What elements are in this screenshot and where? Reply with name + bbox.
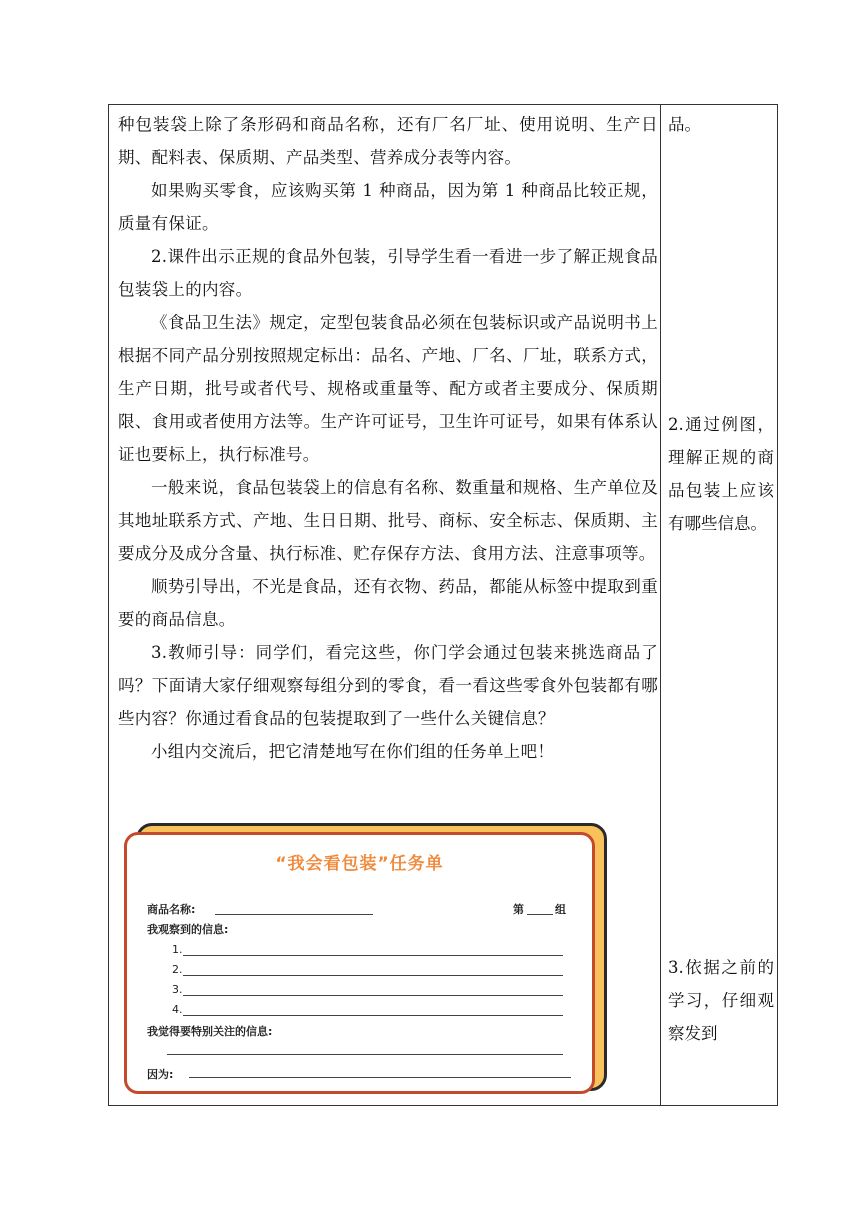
paragraph-4: 《食品卫生法》规定，定型包装食品必须在包装标识或产品说明书上根据不同产品分别按照规定标出：品名、产地、厂名、厂址，联系方式，生产日期，批号或者代号、规格或重量等、配方或者主要成分、保质期限、食用或者使用方法等。生产许可证号，卫生许可证号，如果有体系认证也要标上，执行标准号。 — [118, 313, 658, 464]
side-note-1: 品。 — [668, 115, 701, 134]
paragraph-2: 如果购买零食，应该购买第 1 种商品，因为第 1 种商品比较正规，质量有保证。 — [118, 181, 658, 233]
observed-item-2-line — [183, 975, 563, 976]
task-card — [124, 832, 595, 1094]
attention-info-label: 我觉得要特别关注的信息: — [147, 1025, 273, 1038]
observed-item-4-number: 4. — [172, 1003, 183, 1016]
group-suffix: 组 — [555, 903, 566, 916]
paragraph-5: 一般来说，食品包装袋上的信息有名称、数重量和规格、生产单位及其地址联系方式、产地、生日日期、批号、商标、安全标志、保质期、主要成分及成分含量、执行标准、贮存保存方法、食用方法、注意事项等。 — [118, 478, 658, 563]
product-name-label: 商品名称: — [147, 903, 196, 916]
teaching-process-column — [118, 108, 658, 768]
column-divider — [660, 104, 661, 1106]
group-prefix: 第 — [513, 903, 524, 916]
observed-item-2-number: 2. — [172, 963, 183, 976]
observed-item-1-line — [183, 955, 563, 956]
observed-item-4-line — [183, 1015, 563, 1016]
attention-info-line — [167, 1054, 563, 1055]
paragraph-6: 顺势引导出，不光是食品，还有衣物、药品，都能从标签中提取到重要的商品信息。 — [118, 577, 658, 629]
paragraph-7: 3.教师引导：同学们，看完这些，你门学会通过包装来挑选商品了吗？下面请大家仔细观察每组分到的零食，看一看这些零食外包装都有哪些内容？你通过看食品的包装提取到了一些什么关键信息？ — [118, 643, 658, 728]
paragraph-3: 2.课件出示正规的食品外包装，引导学生看一看进一步了解正规食品包装袋上的内容。 — [118, 247, 658, 299]
side-note-2: 2.通过例图，理解正规的商品包装上应该有哪些信息。 — [668, 415, 774, 533]
reason-line — [189, 1077, 571, 1078]
reason-label: 因为: — [147, 1068, 174, 1081]
observed-item-3-line — [183, 995, 563, 996]
observed-item-3-number: 3. — [172, 983, 183, 996]
observed-item-1-number: 1. — [172, 943, 183, 956]
side-note-3: 3.依据之前的学习，仔细观察发到 — [668, 958, 774, 1043]
observed-info-label: 我观察到的信息: — [147, 923, 229, 936]
product-name-line — [215, 914, 373, 915]
paragraph-8: 小组内交流后，把它清楚地写在你们组的任务单上吧！ — [151, 742, 555, 761]
group-number-line — [527, 914, 553, 915]
paragraph-1: 种包装袋上除了条形码和商品名称，还有厂名厂址、使用说明、生产日期、配料表、保质期、产品类型、营养成分表等内容。 — [118, 115, 658, 167]
task-card-title: “我会看包装”任务单 — [275, 854, 444, 874]
